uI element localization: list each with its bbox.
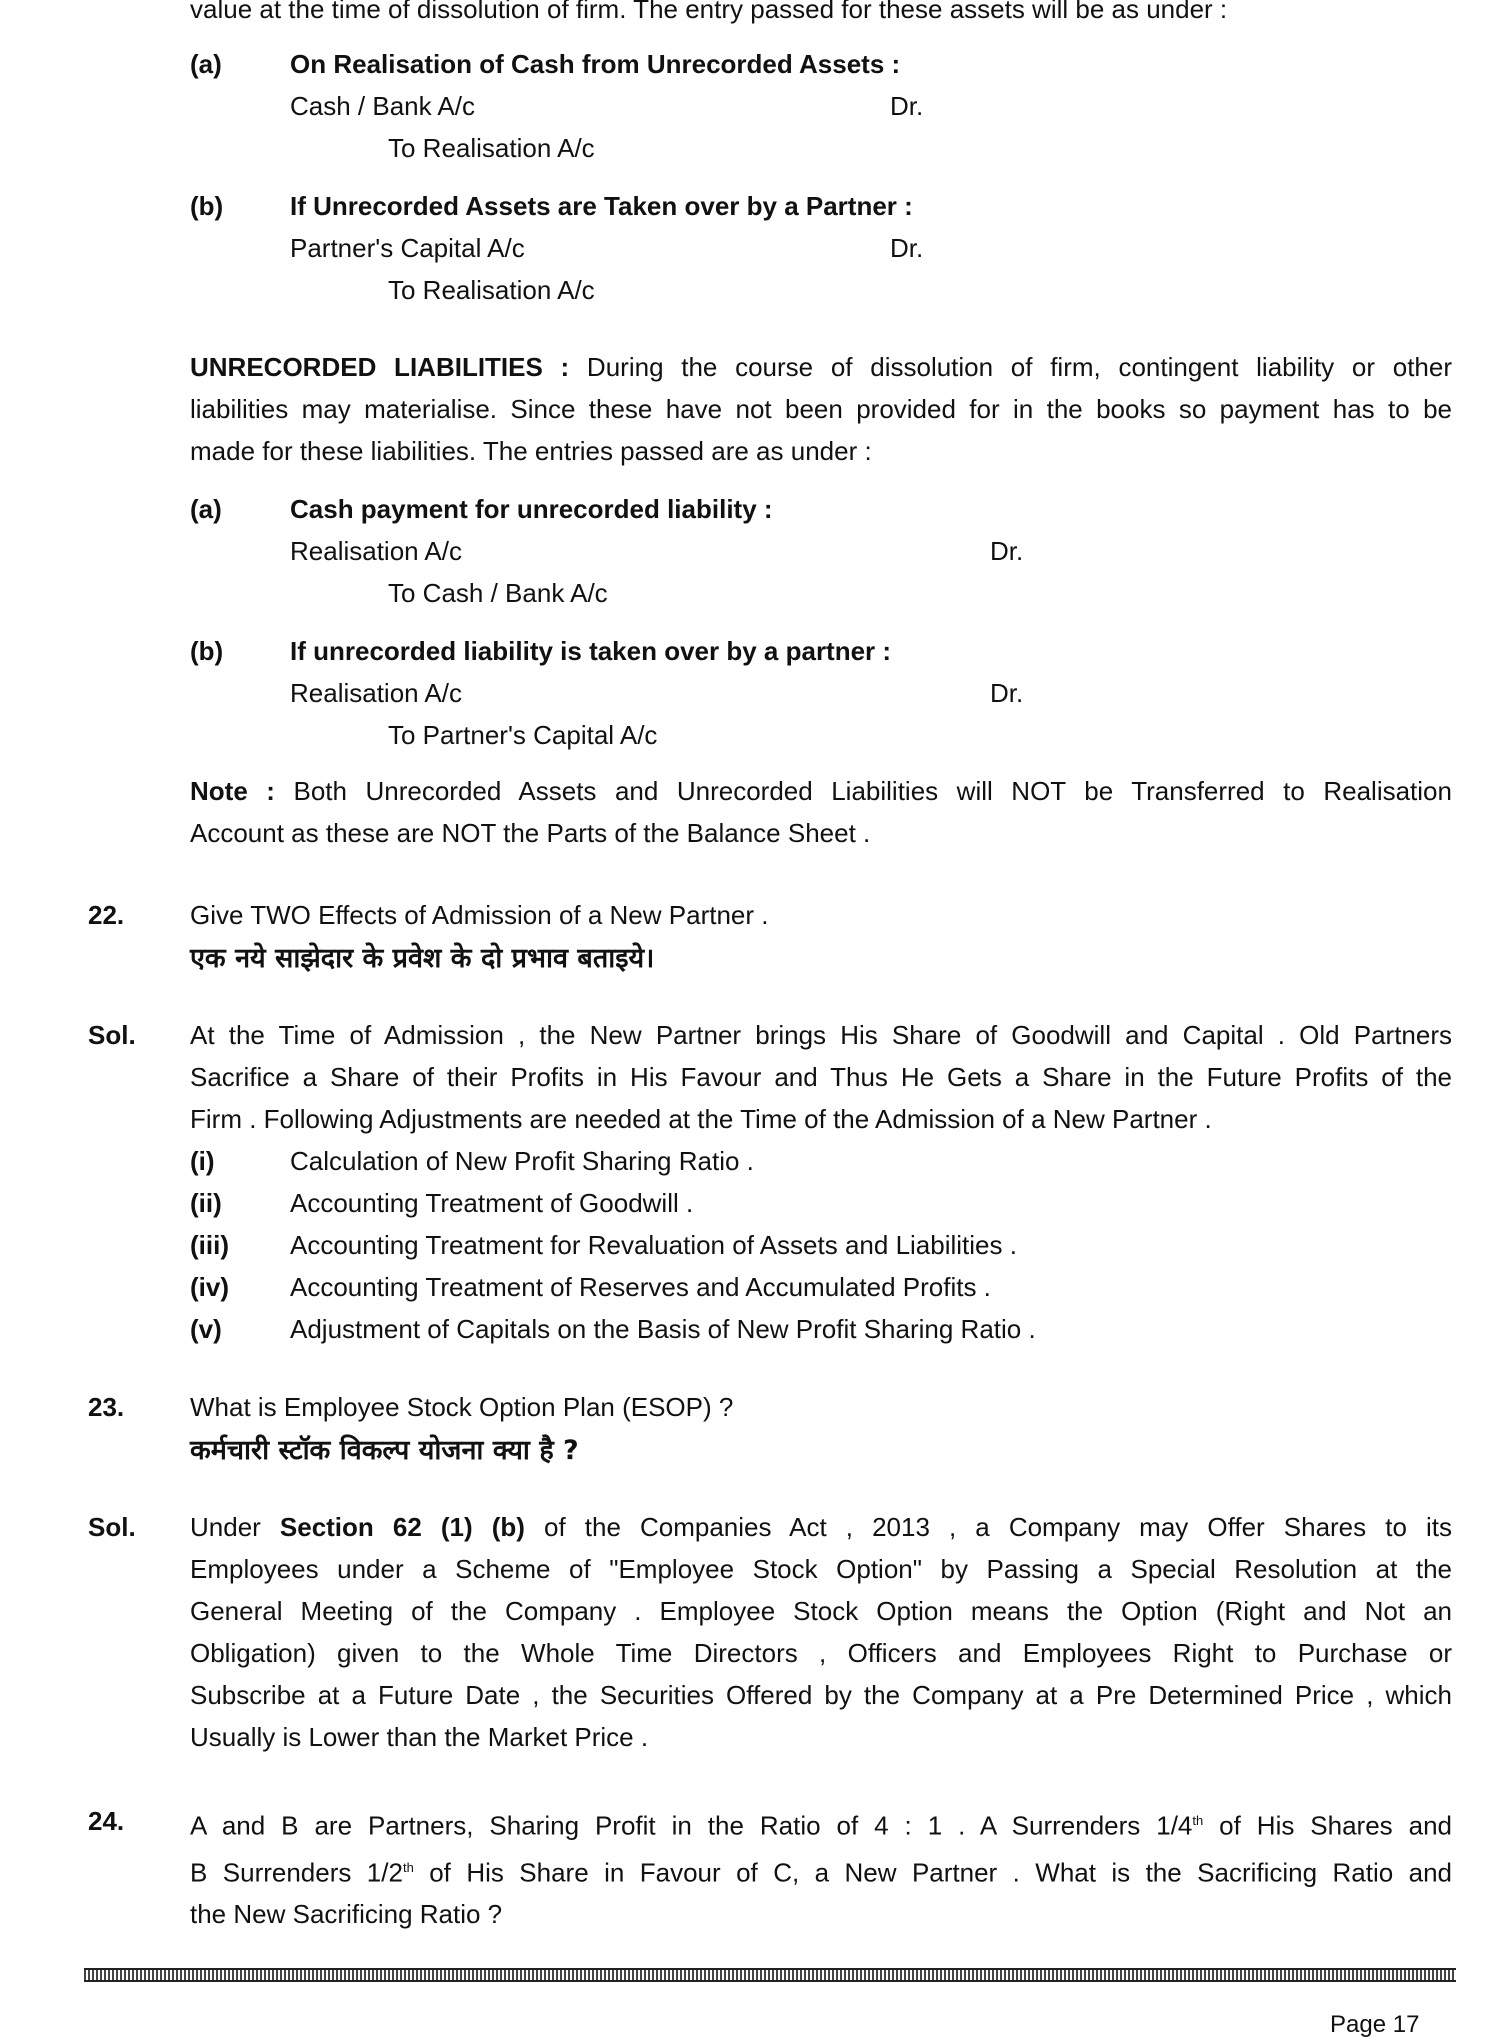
list-item-label: (iii) xyxy=(190,1230,229,1260)
unrecorded-assets-entries xyxy=(190,43,1452,311)
question-23: What is Employee Stock Option Plan (ESOP) ? कर्मचारी स्टॉक विकल्प योजना क्या है ? xyxy=(190,1392,734,1466)
liabilities-line-1: UNRECORDED LIABILITIES : During the course of dissolution of firm, contingent liability or other xyxy=(190,352,1452,382)
entry-a-heading: (a) On Realisation of Cash from Unrecorded Assets : xyxy=(190,49,901,79)
intro-line: value at the time of dissolution of firm. The entry passed for these assets will be as under : xyxy=(190,0,1228,24)
list-item xyxy=(190,1308,1452,1350)
list-item-text: Accounting Treatment of Reserves and Accumulated Profits . xyxy=(290,1272,991,1302)
liab-entry-b-heading: (b) If unrecorded liability is taken over by a partner : xyxy=(190,636,892,666)
list-item-label: (ii) xyxy=(190,1188,222,1218)
list-item-label: (iv) xyxy=(190,1272,229,1302)
note-line-1: Note : Both Unrecorded Assets and Unrecorded Liabilities will NOT be Transferred to Realisation xyxy=(190,776,1452,806)
note-paragraph: Note : Both Unrecorded Assets and Unrecorded Liabilities will NOT be Transferred to Realisation Account as these are NOT the Parts of the Balance Sheet . xyxy=(190,770,1452,854)
list-item xyxy=(190,1140,1452,1182)
q24-line-2: B Surrenders 1/2th of His Share in Favour of C, a New Partner . What is the Sacrificing Ratio and xyxy=(190,1857,1452,1888)
unrecorded-liabilities-paragraph: UNRECORDED LIABILITIES : During the course of dissolution of firm, contingent liability or other liabilities may materialise. Since these have not been provided for in the books so payment has to be made for these liabilities. The entries passed are as under : xyxy=(190,346,1452,472)
list-item-label: (v) xyxy=(190,1314,222,1344)
liab-entry-a-credit: To Cash / Bank A/c xyxy=(388,578,608,608)
list-item-text: Adjustment of Capitals on the Basis of New Profit Sharing Ratio . xyxy=(290,1314,1036,1344)
footer-rule xyxy=(84,1968,1456,1982)
unrecorded-liabilities-entries xyxy=(190,488,1452,756)
question-24: A and B are Partners, Sharing Profit in the Ratio of 4 : 1 . A Surrenders 1/4th of His Shares and B Surrenders 1/2th of His Share in Favour of C, a New Partner . What is the Sacrificing Ratio and the New Sacrificing Ratio ? xyxy=(190,1800,1452,1935)
liab-entry-a-heading: (a) Cash payment for unrecorded liability : xyxy=(190,494,773,524)
list-item-label: (i) xyxy=(190,1146,215,1176)
liab-entry-b-credit: To Partner's Capital A/c xyxy=(388,720,658,750)
solution-22-label: Sol. xyxy=(88,1020,136,1050)
list-item-text: Calculation of New Profit Sharing Ratio . xyxy=(290,1146,754,1176)
list-item xyxy=(190,1224,1452,1266)
list-item xyxy=(190,1182,1452,1224)
question-24-number: 24. xyxy=(88,1806,125,1836)
list-item xyxy=(190,1266,1452,1308)
q24-line-1: A and B are Partners, Sharing Profit in the Ratio of 4 : 1 . A Surrenders 1/4th of His Shares and xyxy=(190,1810,1453,1841)
question-22-number: 22. xyxy=(88,900,125,930)
solution-23: Under Section 62 (1) (b) of the Companies Act , 2013 , a Company may Offer Shares to its Employees under a Scheme of "Employee Stock Option" by Passing a Special Resolution at the General Meeting of the Company . Employee Stock Option means the Option (Right and Not an Obligation) given to the Whole Time Directors , Officers and Employees Right to Purchase or Subscribe at a Future Date , the Securities Offered by the Company at a Pre Determined Price , which Usually is Lower than the Market Price . xyxy=(190,1506,1452,1758)
admission-adjustments-list xyxy=(190,1140,1452,1350)
solution-23-label: Sol. xyxy=(88,1512,136,1542)
solution-22: At the Time of Admission , the New Partner brings His Share of Goodwill and Capital . Old Partners Sacrifice a Share of their Profits in His Favour and Thus He Gets a Share in the Future Profits of the Firm . Following Adjustments are needed at the Time of the Admission of a New Partner . (i) Calculation of New Profit Sharing Ratio . (ii) Accounting Treatment of Goodwill . (iii) Accounting Treatment for Revaluation of Assets and Liabilities . (iv) Accounting Treatment of Reserves and Accumulated Profits . (v) Adjustment of Capitals on the Basis of New Profit Sharing Ratio . xyxy=(190,1014,1452,1350)
entry-a-credit: To Realisation A/c xyxy=(388,133,595,163)
entry-b-credit: To Realisation A/c xyxy=(388,275,595,305)
list-item-text: Accounting Treatment of Goodwill . xyxy=(290,1188,694,1218)
liab-entry-a-debit: Realisation A/c Dr. xyxy=(290,536,1024,566)
liab-entry-b-debit: Realisation A/c Dr. xyxy=(290,678,1024,708)
page-number: Page 17 xyxy=(1330,2011,1420,2038)
list-item-text: Accounting Treatment for Revaluation of Assets and Liabilities . xyxy=(290,1230,1017,1260)
question-22: Give TWO Effects of Admission of a New Partner . एक नये साझेदार के प्रवेश के दो प्रभाव बताइये। xyxy=(190,900,769,974)
entry-a-debit: Cash / Bank A/c Dr. xyxy=(290,91,924,121)
entry-b-heading: (b) If Unrecorded Assets are Taken over by a Partner : xyxy=(190,191,913,221)
entry-b-debit: Partner's Capital A/c Dr. xyxy=(290,233,924,263)
esop-line-1: Under Section 62 (1) (b) of the Companies Act , 2013 , a Company may Offer Shares to its xyxy=(190,1512,1452,1542)
question-23-number: 23. xyxy=(88,1392,125,1422)
